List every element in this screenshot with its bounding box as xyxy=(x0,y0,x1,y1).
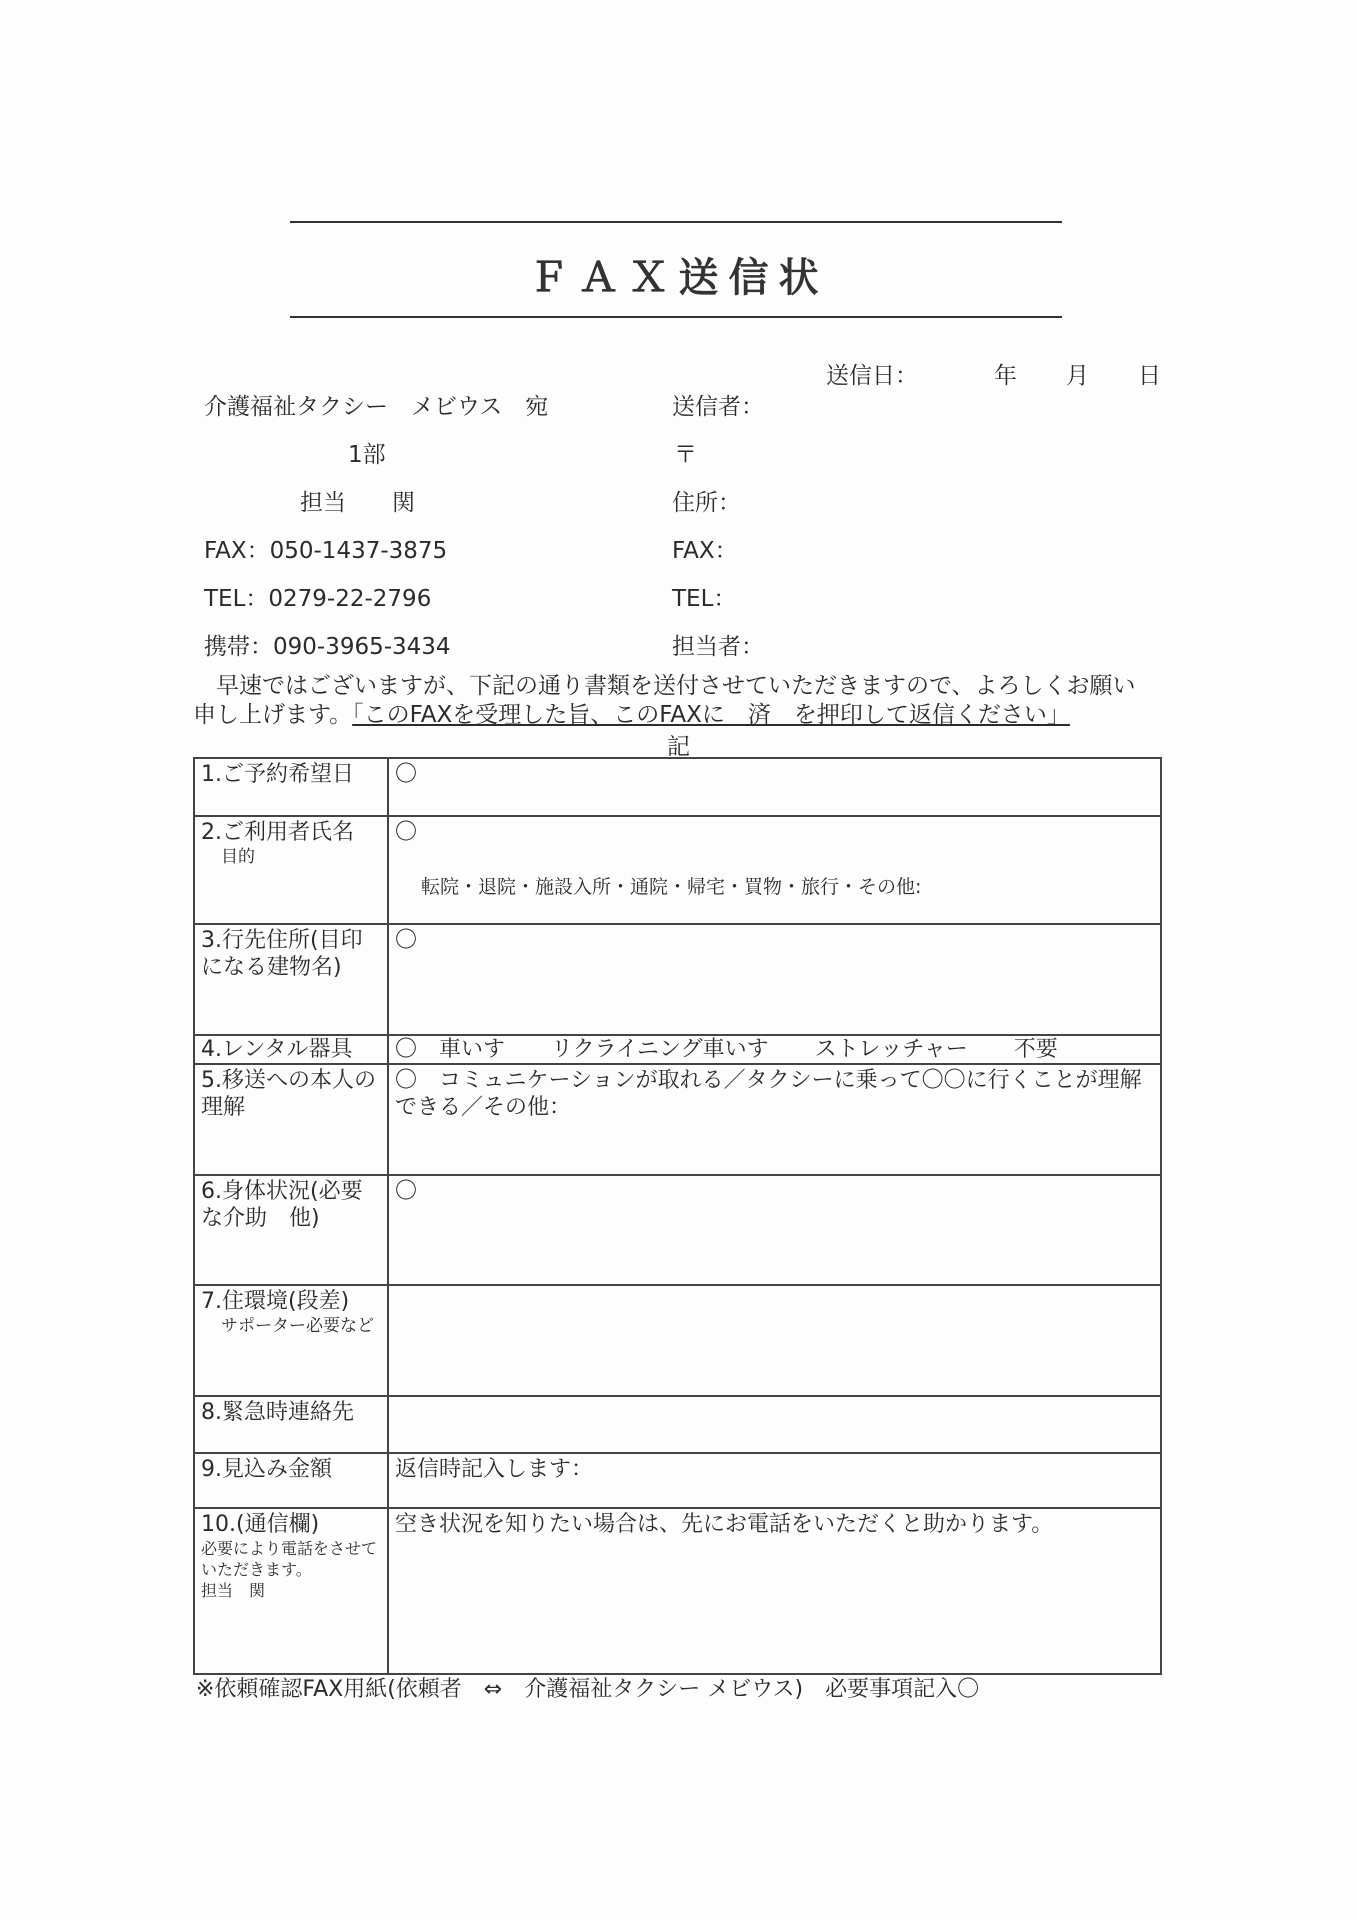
row-value[interactable] xyxy=(388,1396,1161,1453)
row-label: 9.見込み金額 xyxy=(194,1453,388,1508)
row-label xyxy=(194,1285,388,1396)
table-row xyxy=(194,1508,1161,1674)
title-rule-top xyxy=(290,221,1062,223)
row-label-text: 2.ご利用者氏名 xyxy=(201,820,354,845)
sender-fax-label: FAX： xyxy=(672,538,738,564)
row-value[interactable] xyxy=(388,1285,1161,1396)
row-value[interactable]: 返信時記入します： xyxy=(388,1453,1161,1508)
row-label-text: 10.(通信欄) xyxy=(201,1512,320,1537)
table-row xyxy=(194,816,1161,924)
row-label: 6.身体状況(必要な介助 他) xyxy=(194,1175,388,1285)
send-date-day: 日 xyxy=(1138,363,1161,389)
recipient-copies: 1部 xyxy=(348,442,386,468)
rental-option-reclining-wheelchair[interactable]: リクライニング車いす xyxy=(551,1037,769,1062)
purpose-options: 転院・退院・施設入所・通院・帰宅・買物・旅行・その他: xyxy=(421,876,922,898)
row-value[interactable] xyxy=(388,758,1161,816)
recipient-fax: FAX：050-1437-3875 xyxy=(204,538,448,564)
rental-option-none[interactable]: 不要 xyxy=(1013,1037,1058,1062)
request-form-table xyxy=(193,757,1162,1675)
recipient-mobile: 携帯：090-3965-3434 xyxy=(204,634,451,660)
row-value[interactable]: 〇 コミュニケーションが取れる／タクシーに乗って〇〇に行くことが理解できる／その他： xyxy=(388,1064,1161,1175)
ki-heading: 記 xyxy=(667,734,690,760)
table-row xyxy=(194,1035,1161,1064)
row-value-text: 〇 xyxy=(395,1179,418,1204)
table-row xyxy=(194,1453,1161,1508)
intro-paragraph xyxy=(193,672,1153,730)
row-value[interactable] xyxy=(388,1035,1161,1064)
sender-postal-label: 〒 xyxy=(674,442,697,468)
row-label-text: 7.住環境(段差) xyxy=(201,1289,350,1314)
row-value-text: 〇 xyxy=(395,928,418,953)
row-label: 4.レンタル器具 xyxy=(194,1035,388,1064)
row-label xyxy=(194,816,388,924)
intro-underlined-request: 「このFAXを受理した旨、このFAXに 済 を押印して返信ください」 xyxy=(352,702,1070,728)
sender-address-label: 住所： xyxy=(672,490,741,516)
row-value[interactable] xyxy=(388,924,1161,1035)
send-date-year: 年 xyxy=(994,363,1017,389)
row-sublabel: 必要により電話をさせていただきます。 xyxy=(201,1539,378,1579)
sender-person-label: 担当者： xyxy=(672,634,764,660)
title-rule-bottom xyxy=(290,316,1062,318)
rental-option-wheelchair[interactable]: 〇 車いす xyxy=(395,1037,506,1062)
row-value-text: 〇 xyxy=(395,762,418,787)
recipient-name: 介護福祉タクシー メビウス 宛 xyxy=(204,394,549,420)
row-person: 担当 関 xyxy=(201,1581,266,1600)
recipient-tel: TEL：0279-22-2796 xyxy=(204,586,432,612)
send-date-month: 月 xyxy=(1066,363,1089,389)
send-date-label: 送信日： xyxy=(826,363,918,389)
footer-note: ※依頼確認FAX用紙(依頼者 ⇔ 介護福祉タクシー メビウス) 必要事項記入〇 xyxy=(196,1677,980,1702)
row-label: 5.移送への本人の理解 xyxy=(194,1064,388,1175)
table-row xyxy=(194,1285,1161,1396)
table-row xyxy=(194,1064,1161,1175)
row-value[interactable] xyxy=(388,1175,1161,1285)
table-row xyxy=(194,1175,1161,1285)
table-row xyxy=(194,1396,1161,1453)
page-title: ＦＡＸ送信状 xyxy=(528,255,829,301)
recipient-person: 担当 関 xyxy=(300,490,415,516)
row-value[interactable]: 空き状況を知りたい場合は、先にお電話をいただくと助かります。 xyxy=(388,1508,1161,1674)
row-label: 1.ご予約希望日 xyxy=(194,758,388,816)
row-value-text: 〇 xyxy=(395,820,418,845)
sender-tel-label: TEL： xyxy=(672,586,737,612)
row-sublabel: 目的 xyxy=(221,847,255,867)
row-value[interactable] xyxy=(388,816,1161,924)
row-sublabel: サポーター必要など xyxy=(221,1316,374,1336)
row-label: 3.行先住所(目印になる建物名) xyxy=(194,924,388,1035)
table-row xyxy=(194,758,1161,816)
row-label: 8.緊急時連絡先 xyxy=(194,1396,388,1453)
table-row xyxy=(194,924,1161,1035)
row-label xyxy=(194,1508,388,1674)
sender-name-label: 送信者： xyxy=(672,394,764,420)
rental-option-stretcher[interactable]: ストレッチャー xyxy=(814,1037,968,1062)
intro-text: 早速ではございますが、下記の通り書類を送付させていただきますので、よろしくお願い申し上げます。 xyxy=(193,673,1136,728)
